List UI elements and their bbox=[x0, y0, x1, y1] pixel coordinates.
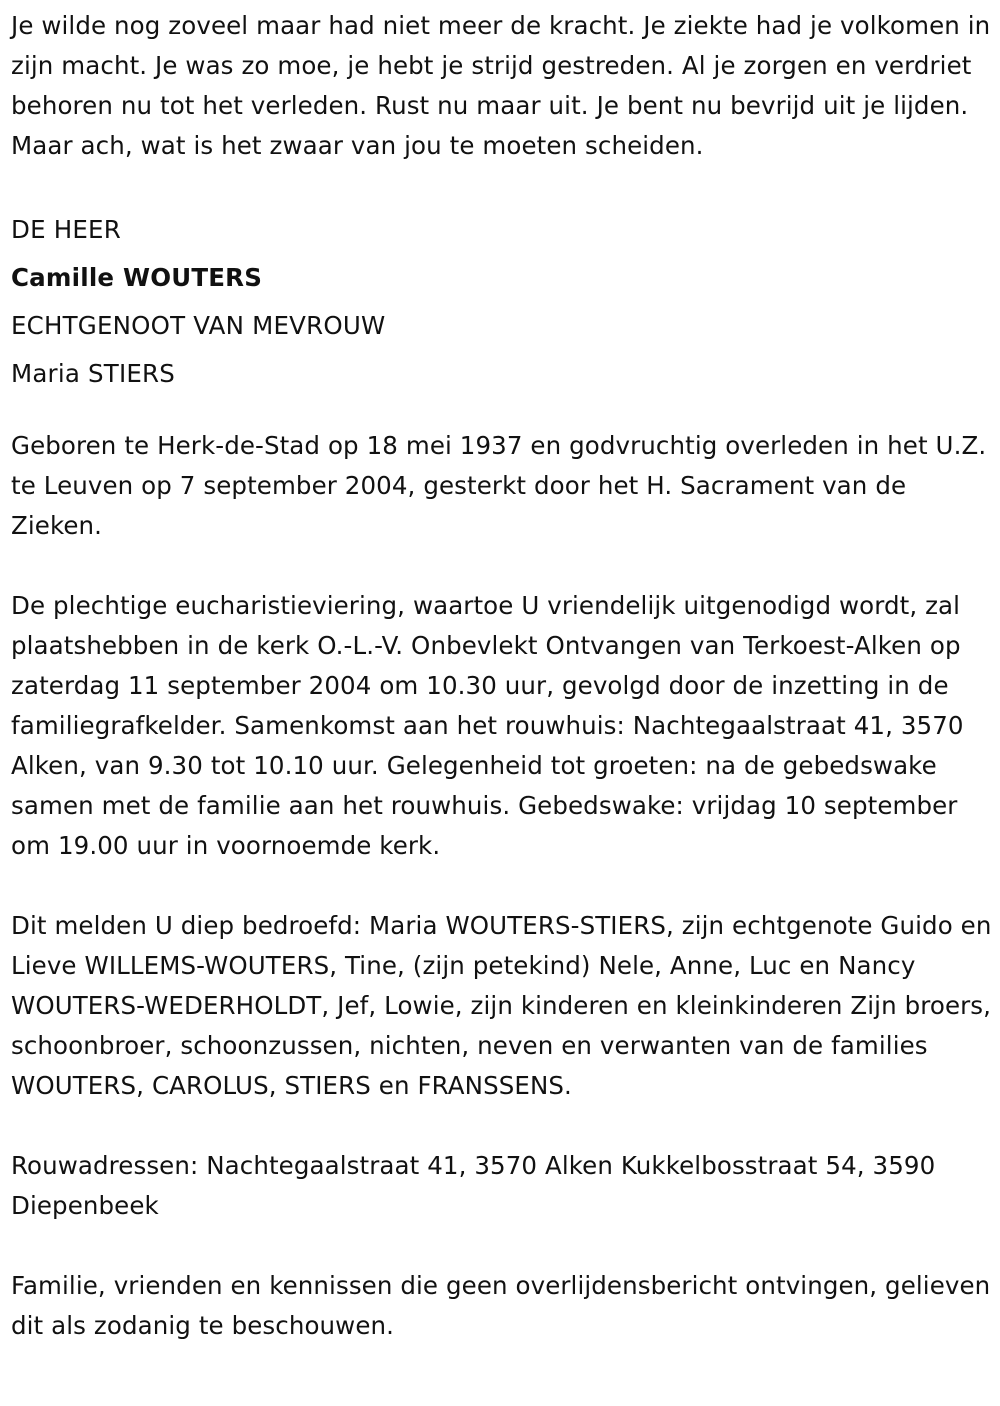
spouse-name: Maria STIERS bbox=[11, 359, 176, 388]
family-paragraph: Dit melden U diep bedroefd: Maria WOUTERS-STIERS, zijn echtgenote Guido en Lieve WILLEMS-WOUTERS, Tine, (zijn petekind) Nele, Anne, Luc en Nancy WOUTERS-WEDERHOLDT, Jef, Lowie, zijn kinderen en kleinkinderen Zijn broers, schoonbroer, schoonzussen, nichten, neven en verwanten van de families WOUTERS, CAROLUS, STIERS en FRANSSENS. bbox=[11, 911, 992, 1100]
obituary-document bbox=[11, 6, 993, 1346]
deceased-name: Camille WOUTERS bbox=[11, 263, 263, 292]
spacer bbox=[11, 166, 993, 206]
deceased-title: DE HEER bbox=[11, 215, 121, 244]
birth-death-paragraph: Geboren te Herk-de-Stad op 18 mei 1937 en godvruchtig overleden in het U.Z. te Leuven op 7 september 2004, gesterkt door het H. Sacrament van de Zieken. bbox=[11, 431, 987, 540]
spacer bbox=[11, 398, 993, 426]
spacer bbox=[11, 1106, 993, 1146]
closing-paragraph: Familie, vrienden en kennissen die geen overlijdensbericht ontvingen, gelieven dit als zodanig te beschouwen. bbox=[11, 1271, 991, 1340]
deceased-relation: ECHTGENOOT VAN MEVROUW bbox=[11, 311, 386, 340]
spacer bbox=[11, 1226, 993, 1266]
spacer bbox=[11, 866, 993, 906]
intro-poem: Je wilde nog zoveel maar had niet meer de kracht. Je ziekte had je volkomen in zijn macht. Je was zo moe, je hebt je strijd gestreden. Al je zorgen en verdriet behoren nu tot het verleden. Rust nu maar uit. Je bent nu bevrijd uit je lijden. Maar ach, wat is het zwaar van jou te moeten scheiden. bbox=[11, 11, 991, 160]
spacer bbox=[11, 546, 993, 586]
ceremony-paragraph: De plechtige eucharistieviering, waartoe U vriendelijk uitgenodigd wordt, zal plaatshebben in de kerk O.-L.-V. Onbevlekt Ontvangen van Terkoest-Alken op zaterdag 11 september 2004 om 10.30 uur, gevolgd door de inzetting in de familiegrafkelder. Samenkomst aan het rouwhuis: Nachtegaalstraat 41, 3570 Alken, van 9.30 tot 10.10 uur. Gelegenheid tot groeten: na de gebedswake samen met de familie aan het rouwhuis. Gebedswake: vrijdag 10 september om 19.00 uur in voornoemde kerk. bbox=[11, 591, 964, 860]
addresses-paragraph: Rouwadressen: Nachtegaalstraat 41, 3570 Alken Kukkelbosstraat 54, 3590 Diepenbeek bbox=[11, 1151, 936, 1220]
